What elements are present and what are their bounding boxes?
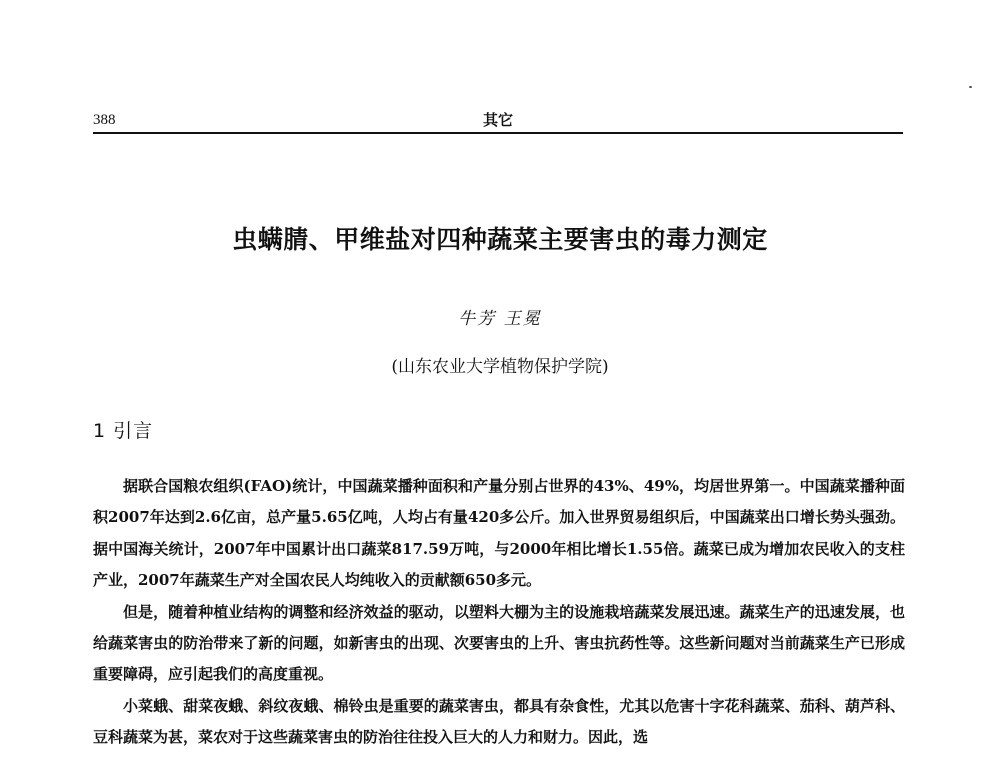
author-list: 牛芳 王冕 [458,309,542,329]
section-label: 其它 [482,111,513,129]
section-heading: 1 引言 [93,420,154,442]
paragraph-1: 据联合国粮农组织(FAO)统计，中国蔬菜播种面积和产量分别占世界的43%、49%，均居世界第一。中国蔬菜播种面积2007年达到2.6亿亩，总产量5.65亿吨，人均占有量420多公斤。加入世界贸易组织后，中国蔬菜出口增长势头强劲。据中国海关统计，2007年中国累计出口蔬菜817.59万吨，与2000年相比增长1.55倍。蔬菜已成为增加农民收入的支柱产业，2007年蔬菜生产对全国农民人均纯收入的贡献额650多元。 [93,477,905,590]
running-header [93,110,903,134]
section-body [93,471,905,754]
paragraph-3: 小菜蛾、甜菜夜蛾、斜纹夜蛾、棉铃虫是重要的蔬菜害虫，都具有杂食性，尤其以危害十字花科蔬菜、茄科、葫芦科、豆科蔬菜为甚，菜农对于这些蔬菜害虫的防治往往投入巨大的人力和财力。因此，选 [93,696,905,747]
author-affiliation: (山东农业大学植物保护学院) [391,357,609,377]
paragraph-2: 但是，随着种植业结构的调整和经济效益的驱动，以塑料大棚为主的设施栽培蔬菜发展迅速。蔬菜生产的迅速发展，也给蔬菜害虫的防治带来了新的问题，如新害虫的出现、次要害虫的上升、害虫抗药性等。这些新问题对当前蔬菜生产已形成重要障碍，应引起我们的高度重视。 [93,602,905,684]
page-number: 388 [93,112,116,128]
scan-speck [969,86,972,88]
article-title: 虫螨腈、甲维盐对四种蔬菜主要害虫的毒力测定 [232,225,768,254]
